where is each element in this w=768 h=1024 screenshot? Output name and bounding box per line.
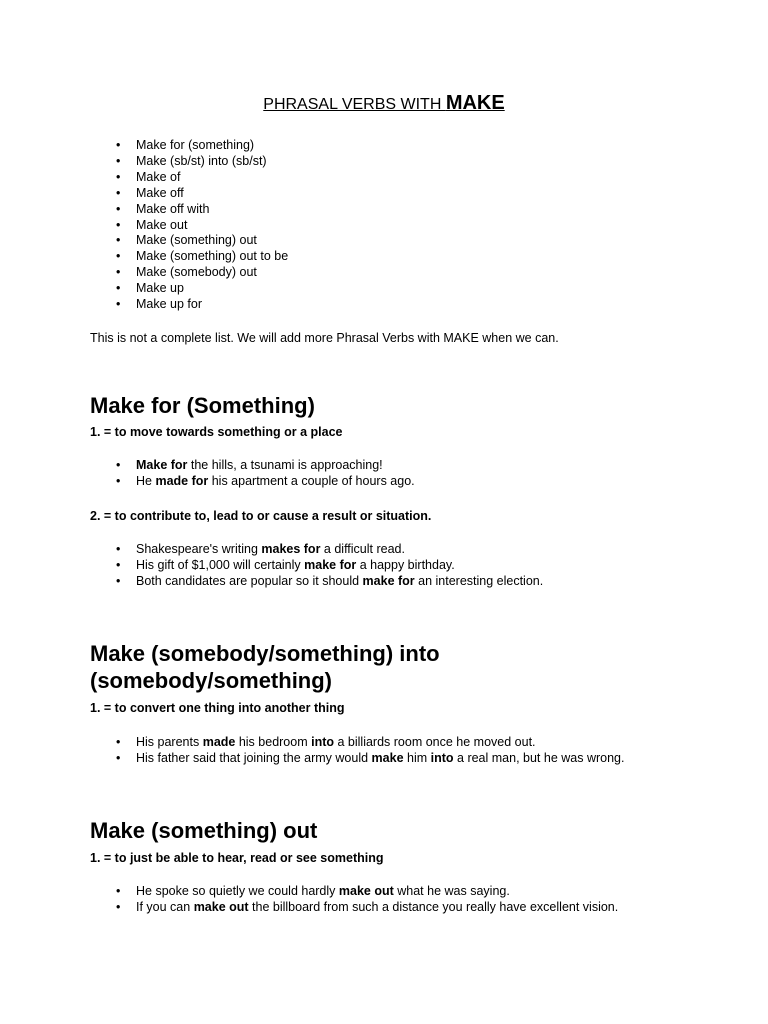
list-item: • Make out [116, 218, 288, 234]
section-heading-make-into: Make (somebody/something) into (somebody/something) [90, 641, 440, 693]
example-item: • He made for his apartment a couple of hours ago. [116, 474, 415, 490]
phrasal-verb-index [116, 138, 288, 313]
incomplete-list-note: This is not a complete list. We will add more Phrasal Verbs with MAKE when we can. [90, 331, 559, 345]
example-item: • His father said that joining the army would make him into a real man, but he was wrong. [116, 751, 624, 767]
list-item: • Make (something) out to be [116, 249, 288, 265]
example-list [116, 458, 415, 490]
list-item: • Make off [116, 186, 288, 202]
section-heading-make-out: Make (something) out [90, 818, 318, 843]
example-item: • If you can make out the billboard from such a distance you really have excellent vision. [116, 900, 618, 916]
definition-2: 2. = to contribute to, lead to or cause a result or situation. [90, 509, 432, 523]
definition-1: 1. = to convert one thing into another thing [90, 701, 345, 715]
list-item: • Make up [116, 281, 288, 297]
list-item: • Make off with [116, 202, 288, 218]
list-item: • Make of [116, 170, 288, 186]
section-heading-make-for: Make for (Something) [90, 393, 315, 418]
example-list [116, 542, 543, 590]
definition-1: 1. = to just be able to hear, read or see something [90, 851, 384, 865]
example-item: • Make for the hills, a tsunami is approaching! [116, 458, 415, 474]
definition-1: 1. = to move towards something or a place [90, 425, 343, 439]
example-item: • His parents made his bedroom into a billiards room once he moved out. [116, 735, 624, 751]
list-item: • Make (something) out [116, 233, 288, 249]
list-item: • Make up for [116, 297, 288, 313]
title-prefix: PHRASAL VERBS WITH [263, 96, 446, 113]
list-item: • Make (somebody) out [116, 265, 288, 281]
example-item: • His gift of $1,000 will certainly make for a happy birthday. [116, 558, 543, 574]
list-item: • Make (sb/st) into (sb/st) [116, 154, 288, 170]
example-item: • Both candidates are popular so it should make for an interesting election. [116, 574, 543, 590]
title-emphasis: MAKE [445, 92, 505, 114]
page-title [0, 92, 768, 115]
example-item: • He spoke so quietly we could hardly make out what he was saying. [116, 884, 618, 900]
example-list [116, 735, 624, 767]
example-list [116, 884, 618, 916]
list-item: • Make for (something) [116, 138, 288, 154]
example-item: • Shakespeare's writing makes for a difficult read. [116, 542, 543, 558]
